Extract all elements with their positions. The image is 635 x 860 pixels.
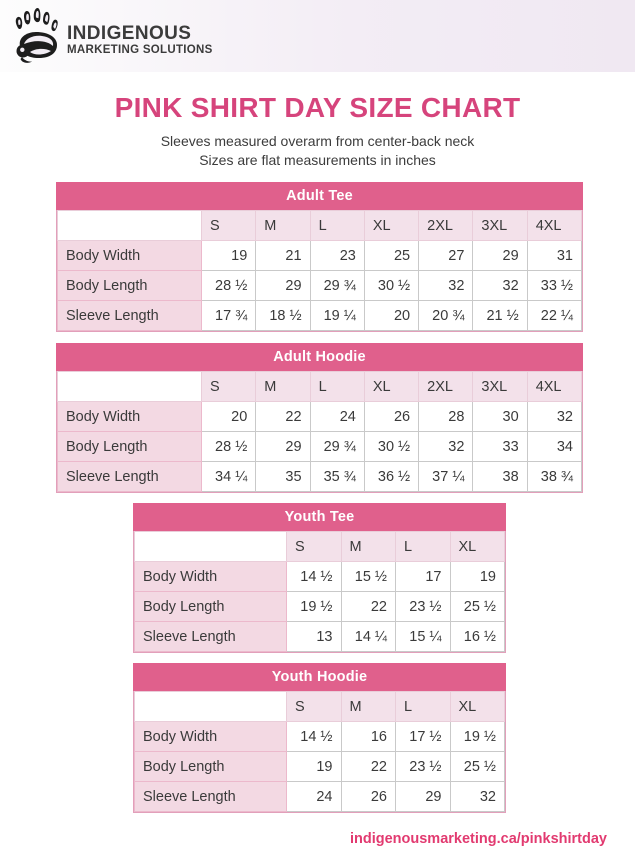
row-label: Body Length [58,432,202,462]
table-row [58,462,582,492]
cell-value: 23 [310,241,364,271]
row-label: Body Width [58,241,202,271]
size-header: XL [364,211,418,241]
cell-value: 19 [287,752,342,782]
row-label: Sleeve Length [58,462,202,492]
row-label: Body Length [135,592,287,622]
size-header: L [396,532,451,562]
cell-value: 25 [364,241,418,271]
cell-value: 20 [202,402,256,432]
cell-value: 28 ½ [202,271,256,301]
cell-value: 32 [419,271,473,301]
table-row [135,622,505,652]
cell-value: 32 [473,271,527,301]
table-row [135,562,505,592]
row-label: Body Length [135,752,287,782]
cell-value: 33 [473,432,527,462]
brand-text [67,14,213,58]
cell-value: 21 [256,241,310,271]
size-header: XL [364,372,418,402]
size-header-row [135,692,505,722]
row-label: Body Length [58,271,202,301]
cell-value: 35 [256,462,310,492]
size-header: 2XL [419,372,473,402]
cell-value: 25 ½ [450,592,505,622]
cell-value: 29 [473,241,527,271]
cell-value: 29 [256,432,310,462]
cell-value: 26 [364,402,418,432]
cell-value: 35 ¾ [310,462,364,492]
brand-logo [12,8,213,64]
size-header-row [58,211,582,241]
row-label: Sleeve Length [135,622,287,652]
cell-value: 17 ¾ [202,301,256,331]
cell-value: 30 ½ [364,271,418,301]
cell-value: 16 [341,722,396,752]
size-header: S [287,532,342,562]
cell-value: 19 [450,562,505,592]
table-row [135,782,505,812]
cell-value: 34 ¼ [202,462,256,492]
page-title: PINK SHIRT DAY SIZE CHART [114,92,521,123]
cell-value: 28 [419,402,473,432]
cell-value: 19 [202,241,256,271]
size-header: 3XL [473,372,527,402]
youth-tee-table [133,503,506,653]
cell-value: 32 [527,402,581,432]
cell-value: 20 [364,301,418,331]
subtitle-line1: Sleeves measured overarm from center-back neck [160,133,475,149]
row-label: Body Width [135,562,287,592]
cell-value: 17 ½ [396,722,451,752]
cell-value: 29 ¾ [310,432,364,462]
table-row [135,722,505,752]
size-header: 4XL [527,211,581,241]
size-header: M [256,211,310,241]
cell-value: 23 ½ [396,752,451,782]
table-title: Adult Tee [56,182,583,210]
size-header: M [341,532,396,562]
cell-value: 24 [287,782,342,812]
size-header-row [135,532,505,562]
cell-value: 37 ¼ [419,462,473,492]
table-title: Adult Hoodie [56,343,583,371]
corner-cell [135,692,287,722]
cell-value: 15 ¼ [396,622,451,652]
table-row [135,752,505,782]
table-row [58,402,582,432]
table-title: Youth Tee [133,503,506,531]
cell-value: 19 ¼ [310,301,364,331]
brand-name: INDIGENOUS [67,23,192,45]
cell-value: 24 [310,402,364,432]
table-title: Youth Hoodie [133,663,506,691]
cell-value: 29 [256,271,310,301]
size-header: L [396,692,451,722]
table-row [58,271,582,301]
cell-value: 18 ½ [256,301,310,331]
cell-value: 16 ½ [450,622,505,652]
cell-value: 14 ½ [287,562,342,592]
table-row [58,301,582,331]
table-row [58,432,582,462]
size-header: L [310,211,364,241]
corner-cell [58,211,202,241]
cell-value: 22 ¼ [527,301,581,331]
cell-value: 13 [287,622,342,652]
cell-value: 29 ¾ [310,271,364,301]
cell-value: 23 ½ [396,592,451,622]
cell-value: 14 ¼ [341,622,396,652]
bear-paw-logo-icon [12,8,60,64]
cell-value: 19 ½ [287,592,342,622]
cell-value: 20 ¾ [419,301,473,331]
size-header: 3XL [473,211,527,241]
cell-value: 21 ½ [473,301,527,331]
size-header: XL [450,692,505,722]
brand-tagline: MARKETING SOLUTIONS [67,44,213,57]
cell-value: 31 [527,241,581,271]
size-header: 4XL [527,372,581,402]
cell-value: 34 [527,432,581,462]
size-header: M [341,692,396,722]
cell-value: 27 [419,241,473,271]
table-row [135,592,505,622]
size-header: S [202,372,256,402]
size-header-row [58,372,582,402]
row-label: Sleeve Length [58,301,202,331]
row-label: Sleeve Length [135,782,287,812]
corner-cell [58,372,202,402]
subtitle-line2: Sizes are flat measurements in inches [199,152,436,168]
cell-value: 38 ¾ [527,462,581,492]
cell-value: 29 [396,782,451,812]
cell-value: 30 ½ [364,432,418,462]
cell-value: 32 [419,432,473,462]
corner-cell [135,532,287,562]
youth-hoodie-table [133,663,506,813]
size-header: S [287,692,342,722]
cell-value: 17 [396,562,451,592]
cell-value: 33 ½ [527,271,581,301]
cell-value: 15 ½ [341,562,396,592]
cell-value: 36 ½ [364,462,418,492]
size-header: 2XL [419,211,473,241]
size-header: S [202,211,256,241]
size-header: L [310,372,364,402]
footer-link[interactable]: indigenousmarketing.ca/pinkshirtday [349,831,607,847]
row-label: Body Width [58,402,202,432]
table-row [58,241,582,271]
cell-value: 38 [473,462,527,492]
cell-value: 30 [473,402,527,432]
adult-tee-table [56,182,583,332]
cell-value: 25 ½ [450,752,505,782]
size-header: XL [450,532,505,562]
brand-band [0,0,635,72]
cell-value: 22 [256,402,310,432]
cell-value: 22 [341,592,396,622]
cell-value: 26 [341,782,396,812]
cell-value: 32 [450,782,505,812]
cell-value: 19 ½ [450,722,505,752]
row-label: Body Width [135,722,287,752]
cell-value: 22 [341,752,396,782]
cell-value: 28 ½ [202,432,256,462]
cell-value: 14 ½ [287,722,342,752]
adult-hoodie-table [56,343,583,493]
size-header: M [256,372,310,402]
